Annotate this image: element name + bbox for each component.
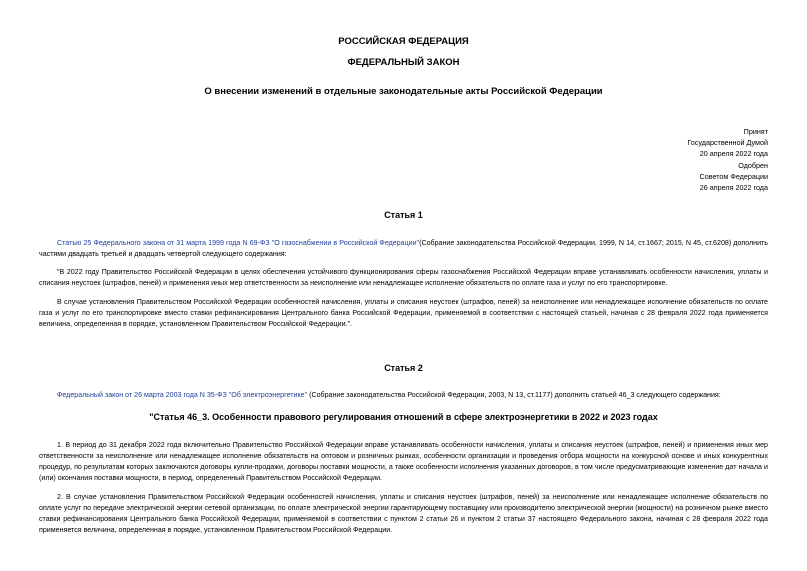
gas-law-link[interactable]: Статью 25 Федерального закона от 31 марта 1999 года N 69-ФЗ "О газоснабжении в Российской Федерации" [57,239,420,247]
country-heading: РОССИЙСКАЯ ФЕДЕРАЦИЯ [338,36,469,47]
law-type-heading: ФЕДЕРАЛЬНЫЙ ЗАКОН [347,57,460,68]
electricity-law-link[interactable]: Федеральный закон от 26 марта 2003 года N 35-ФЗ "Об электроэнергетике" [57,391,308,399]
article-1-paragraph-text: "В 2022 году Правительство Российской Федерации в целях обеспечения устойчивого функционирования сферы газоснабжения Российской Федерации вправе устанавливать особенности начисления, уплаты и списания неустоек (штрафов, пеней) и применения иных мер ответственности за неисполнение или ненадлежащее исполнение обязательств по оплате газа и услуг по его транспортировке. [39,268,768,287]
article-1-paragraph-text: В случае установления Правительством Российской Федерации особенностей начисления, уплаты и списания неустоек (штрафов, пеней) за неисполнение или ненадлежащее исполнение обязательств по оплате газа и услуг по его транспортировке вместо ставки рефинансирования Центрального банка Российской Федерации, применяемой в соответствии с настоящей статьей, начиная с 28 февраля 2022 года применяется величина, определенная в порядке, установленном Правительством Российской Федерации.". [39,298,768,328]
adoption-line: Принят [743,127,768,136]
article-46-3-heading: "Статья 46_3. Особенности правового регулирования отношений в сфере электроэнергетики в 2022 и 2023 годах [149,412,658,422]
article-2-paragraph [39,440,768,484]
article-1-intro-text: (Собрание законодательства Российской Федерации, 1999, N 14, ст.1667; 2015, N 45, ст.6208) дополнить частями двадцать третьей и двадцать четвертой следующего содержания: [39,239,768,258]
adoption-block [687,126,768,193]
article-1-intro [39,238,768,260]
law-title: О внесении изменений в отдельные законодательные акты Российской Федерации [204,86,603,97]
adoption-line: Государственной Думой [687,138,768,148]
article-1-paragraph [39,267,768,289]
adoption-line: Одобрен [738,160,768,170]
article-1-paragraph [39,297,768,330]
article-2-heading: Статья 2 [384,363,423,373]
article-2-intro-text: (Собрание законодательства Российской Федерации, 2003, N 13, ст.1177) дополнить статьей 46_3 следующего содержания: [307,391,721,399]
article-2-paragraph-text: 2. В случае установления Правительством Российской Федерации особенностей начисления, уплаты и списания неустоек (штрафов, пеней) за неисполнение или ненадлежащее исполнение обязательств по оплате услуг по передаче электрической энергии сетевой организации, по оплате электрической энергии гарантирующему поставщику или производителю электрической энергии (мощности) на розничном рынке вместо ставки рефинансирования Центрального банка Российской Федерации, применяемой в соответствии с пунктом 2 статьи 26 и пунктом 2 статьи 37 настоящего Федерального закона, начиная с 28 февраля 2022 года применяется величина, определенная в порядке, установленном Правительством Российской Федерации. [39,493,768,534]
article-2-intro [39,390,768,401]
adoption-line: Советом Федерации [699,171,768,181]
article-2-paragraph-text: 1. В период до 31 декабря 2022 года включительно Правительство Российской Федерации вправе устанавливать особенности начисления, уплаты и списания неустоек (штрафов, пеней) и применения иных мер ответственности за неисполнение или ненадлежащее исполнение обязательств на оптовом и розничных рынках, особенности организации и проведения отбора мощности на конкурсной основе и иных конкурентных процедур, по результатам которых заключаются договоры купли-продажи, договоры поставки мощности, а также особенности исполнения указанных договоров, в том числе предусматривающие изменение дат начала и (или) окончания поставки мощности, в период, определенный Правительством Российской Федерации. [39,441,768,482]
article-2-paragraph [39,492,768,536]
adoption-line: 26 апреля 2022 года [699,183,768,193]
article-1-heading: Статья 1 [384,210,423,220]
adoption-line: 20 апреля 2022 года [699,149,768,159]
